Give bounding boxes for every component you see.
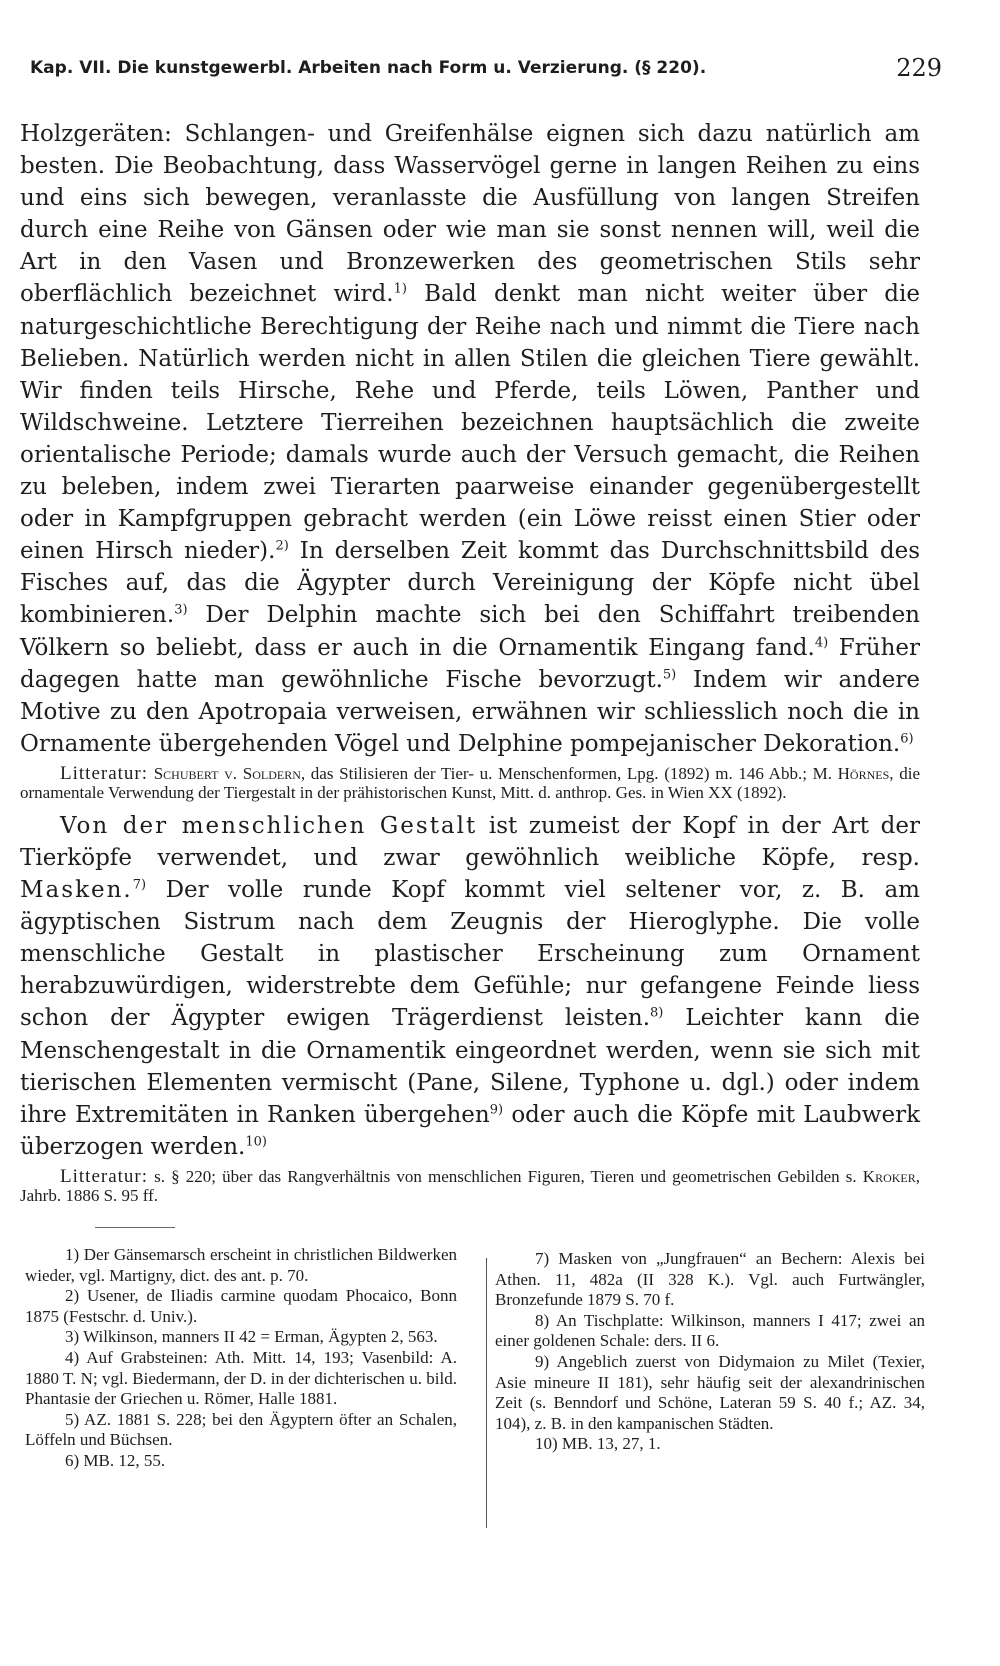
text-run: Holzgeräten: Schlangen- und Greifenhälse eignen sich dazu natürlich am besten. Die Beobachtung, dass Wasservögel gerne in langen Reihen zu eins und eins sich bewegen, veranlasste die Ausfüllung von langen Streifen durch eine Reihe von Gänsen oder wie man sie sonst nennen will, weil die Art in den Vasen und Bronzewerken des geometrischen Stils sehr oberflächlich bezeichnet wird. (20, 121, 920, 308)
footnote-separator (95, 1227, 175, 1228)
footnote-2: 2) Usener, de Iliadis carmine quodam Phocaico, Bonn 1875 (Festschr. d. Univ.). (25, 1286, 457, 1326)
footnote-5: 5) AZ. 1881 S. 228; bei den Ägyptern öfter an Schalen, Löffeln und Büchsen. (25, 1409, 457, 1450)
paragraph-human-figure (20, 810, 920, 1163)
footnote-10: 10) MB. 13, 27, 1. (535, 1434, 661, 1454)
text-run: Bald denkt man nicht weiter über die naturgeschichtliche Berechtigung der Reihe nach und nimmt die Tiere nach Belieben. Natürlich werden nicht in allen Stilen die gleichen Tiere gewählt. Wir finden teils Hirsche, Rehe und Pferde, teils Löwen, Panther und Wildschweine. Letztere Tierreihen bezeichnen hauptsächlich die zweite orientalische Periode; damals wurde auch der Versuch gemacht, die Reihen zu beleben, indem zwei Tierarten paarweise einander gegenübergestellt oder in Kampfgruppen gebracht werden (ein Löwe reisst einen Stier oder einen Hirsch nieder). (20, 281, 920, 565)
text-run: Früher dagegen hatte man gewöhnliche Fische bevorzugt. (20, 634, 920, 693)
footnotes-left-column (25, 1245, 457, 1472)
footnote-ref: 3) (174, 602, 188, 618)
literature-label: Litteratur: (60, 762, 149, 784)
text-run: Indem wir andere Motive zu den Apotropaia verweisen, erwähnen wir schliesslich noch die in Ornamente übergehenden Vögel und Delphine pompejanischer Dekoration. (20, 666, 920, 757)
footnote-ref: 5) (662, 666, 677, 682)
footnote-7: 7) Masken von „Jungfrauen“ an Bechern: Alexis bei Athen. 11, 482a (II 328 K.). Vgl. auch Furtwängler, Bronzefunde 1879 S. 70 f. (495, 1249, 925, 1310)
footnote-ref: 9) (489, 1102, 504, 1118)
footnote-ref: 1) (393, 281, 407, 297)
text-run: , das Stilisieren der Tier- u. Menschenformen, Lpg. (1892) m. 146 Abb.; M. (300, 763, 838, 783)
text-run: s. § 220; über das Rangverhältnis von menschlichen Figuren, Tieren und geometrischen Gebilden s. (148, 1166, 863, 1186)
text-run: ist zumeist der Kopf in der Art der Tierköpfe verwendet, und zwar gewöhnlich weibliche Köpfe, resp. (20, 812, 920, 871)
literature-label: Litteratur: (60, 1165, 149, 1187)
author-name: Schubert v. Soldern (153, 763, 301, 783)
author-name: Kroker (862, 1166, 916, 1186)
text-run: Leichter kann die Menschengestalt in die Ornamentik eingeordnet werden, wenn sie sich mit tierischen Elementen vermischt (Pane, Silene, Typhone u. dgl.) oder indem ihre Extremitäten in Ranken übergehen (20, 1005, 920, 1128)
emphasized-term: Von der menschlichen Gestalt (60, 812, 478, 839)
emphasized-term: Masken. (20, 877, 133, 904)
running-title: Kap. VII. Die kunstgewerbl. Arbeiten nach Form u. Verzierung. (§ 220). (30, 58, 707, 78)
paragraph-animal-rows (20, 118, 920, 760)
footnote-ref: 4) (814, 634, 829, 650)
column-divider (486, 1258, 487, 1528)
literature-note-1 (20, 764, 920, 802)
footnote-ref: 6) (900, 731, 914, 747)
author-name: Hörnes (837, 763, 890, 783)
page-number: 229 (896, 54, 942, 82)
text-run: In derselben Zeit kommt das Durchschnittsbild des Fisches auf, das die Ägypter durch Vereinigung der Köpfe nicht übel kombinieren. (20, 538, 920, 629)
text-run: oder auch die Köpfe mit Laubwerk überzogen werden. (20, 1101, 921, 1160)
footnote-9: 9) Angeblich zuerst von Didymaion zu Milet (Texier, Asie mineure II 181), sehr häufig seit der alexandrinischen Zeit (s. Benndorf und Schöne, Lateran 59 S. 40 f.; AZ. 34, 104), z. B. in den kampanischen Städten. (495, 1351, 925, 1433)
text-run: , die ornamentale Verwendung der Tiergestalt in der prähistorischen Kunst, Mitt. d. anthrop. Ges. in Wien XX (1892). (20, 763, 920, 802)
text-run: , Jahrb. 1886 S. 95 ff. (20, 1166, 920, 1205)
footnote-ref: 10) (245, 1134, 267, 1150)
footnote-ref: 7) (132, 877, 147, 893)
footnote-ref: 8) (650, 1005, 664, 1021)
literature-note-2 (20, 1167, 920, 1205)
footnote-8: 8) An Tischplatte: Wilkinson, manners I 417; zwei an einer goldenen Schale: ders. II 6. (495, 1310, 925, 1351)
footnote-4: 4) Auf Grabsteinen: Ath. Mitt. 14, 193; Vasenbild: A. 1880 T. N; vgl. Biedermann, der D. in der dichterischen u. bild. Phantasie der Griechen u. Römer, Halle 1881. (25, 1347, 457, 1409)
footnote-6: 6) MB. 12, 55. (65, 1450, 166, 1470)
footnote-ref: 2) (275, 538, 289, 554)
text-run: Der Delphin machte sich bei den Schiffahrt treibenden Völkern so beliebt, dass er auch in die Ornamentik Eingang fand. (20, 602, 920, 661)
footnote-3: 3) Wilkinson, manners II 42 = Erman, Ägypten 2, 563. (65, 1327, 438, 1347)
main-text (20, 118, 920, 1213)
footnote-1: 1) Der Gänsemarsch erscheint in christlichen Bildwerken wieder, vgl. Martigny, dict. des ant. p. 70. (25, 1245, 457, 1285)
text-run: Der volle runde Kopf kommt viel seltener vor, z. B. am ägyptischen Sistrum nach dem Zeugnis der Hieroglyphe. Die volle menschliche Gestalt in plastischer Erscheinung zum Ornament herabzuwürdigen, widerstrebte dem Gefühle; nur gefangene Feinde liess schon der Ägypter ewigen Trägerdienst leisten. (20, 877, 920, 1032)
footnotes-right-column (495, 1249, 925, 1455)
running-header (30, 54, 950, 82)
